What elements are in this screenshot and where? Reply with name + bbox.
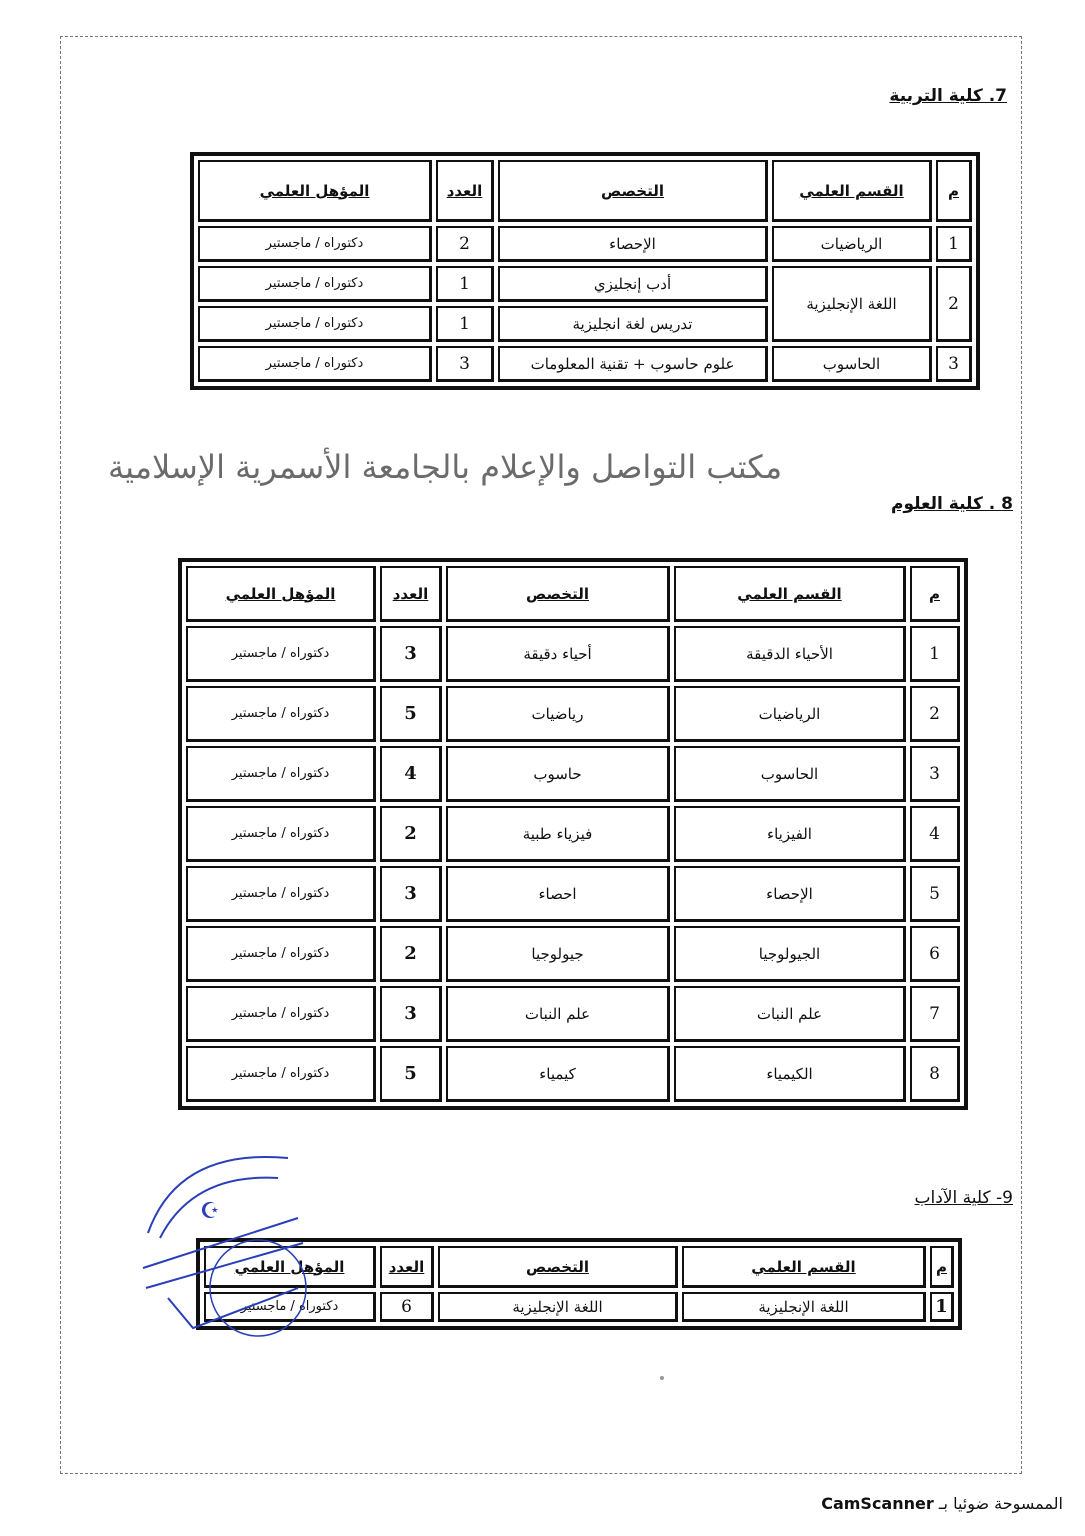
row-count: 5	[380, 1046, 442, 1102]
row-index: 2	[910, 686, 960, 742]
header-count: العدد	[380, 566, 442, 622]
table-arts	[196, 1238, 962, 1330]
row-department: الحاسوب	[772, 346, 932, 382]
row-index: 4	[910, 806, 960, 862]
row-specialization: تدريس لغة انجليزية	[498, 306, 768, 342]
header-qualification: المؤهل العلمي	[204, 1246, 376, 1288]
row-specialization: رياضيات	[446, 686, 670, 742]
header-department: القسم العلمي	[674, 566, 906, 622]
table-header-row	[198, 160, 972, 222]
table-row	[186, 626, 960, 682]
table-education	[190, 152, 980, 390]
row-index: 8	[910, 1046, 960, 1102]
header-department: القسم العلمي	[772, 160, 932, 222]
row-qualification: دكتوراه / ماجستير	[204, 1292, 376, 1322]
row-qualification: دكتوراه / ماجستير	[186, 1046, 376, 1102]
scan-speck	[660, 1376, 664, 1380]
table-row	[204, 1292, 954, 1322]
table-row	[186, 986, 960, 1042]
row-index: 1	[910, 626, 960, 682]
row-index: 3	[936, 346, 972, 382]
section-title-arts: 9- كلية الآداب	[914, 1188, 1013, 1208]
header-specialization: التخصص	[498, 160, 768, 222]
table-row	[186, 866, 960, 922]
row-qualification: دكتوراه / ماجستير	[186, 626, 376, 682]
row-index: 1	[930, 1292, 954, 1322]
section-title-science: 8 . كلية العلوم	[891, 494, 1013, 514]
watermark-text: مكتب التواصل والإعلام بالجامعة الأسمرية الإسلامية	[108, 448, 783, 486]
row-specialization: حاسوب	[446, 746, 670, 802]
header-qualification: المؤهل العلمي	[186, 566, 376, 622]
table-row	[186, 806, 960, 862]
row-department: علم النبات	[674, 986, 906, 1042]
table-science	[178, 558, 968, 1110]
header-qualification: المؤهل العلمي	[198, 160, 432, 222]
row-count: 3	[436, 346, 494, 382]
row-index: 5	[910, 866, 960, 922]
row-qualification: دكتوراه / ماجستير	[198, 226, 432, 262]
footer-prefix: الممسوحة ضوئيا بـ	[938, 1494, 1063, 1513]
header-specialization: التخصص	[446, 566, 670, 622]
row-specialization: اللغة الإنجليزية	[438, 1292, 678, 1322]
row-count: 1	[436, 266, 494, 302]
row-department: اللغة الإنجليزية	[682, 1292, 926, 1322]
row-department: اللغة الإنجليزية	[772, 266, 932, 342]
row-qualification: دكتوراه / ماجستير	[186, 746, 376, 802]
row-department: الجيولوجيا	[674, 926, 906, 982]
row-count: 2	[380, 806, 442, 862]
row-qualification: دكتوراه / ماجستير	[186, 806, 376, 862]
row-specialization: احصاء	[446, 866, 670, 922]
row-count: 4	[380, 746, 442, 802]
row-count: 6	[380, 1292, 434, 1322]
row-specialization: أحياء دقيقة	[446, 626, 670, 682]
row-department: الفيزياء	[674, 806, 906, 862]
row-qualification: دكتوراه / ماجستير	[186, 686, 376, 742]
table-row	[198, 346, 972, 382]
row-specialization: جيولوجيا	[446, 926, 670, 982]
crescent-star-icon: ☪	[200, 1199, 220, 1224]
row-count: 1	[436, 306, 494, 342]
row-qualification: دكتوراه / ماجستير	[198, 266, 432, 302]
section-title-education: 7. كلية التربية	[889, 86, 1007, 106]
header-index: م	[910, 566, 960, 622]
table-header-row	[186, 566, 960, 622]
footer-brand: CamScanner	[821, 1494, 934, 1513]
table-row	[186, 1046, 960, 1102]
row-qualification: دكتوراه / ماجستير	[186, 866, 376, 922]
row-count: 2	[436, 226, 494, 262]
row-index: 2	[936, 266, 972, 342]
row-count: 2	[380, 926, 442, 982]
row-specialization: فيزياء طبية	[446, 806, 670, 862]
row-index: 1	[936, 226, 972, 262]
table-row	[186, 926, 960, 982]
scanner-footer	[821, 1494, 1063, 1513]
row-specialization: الإحصاء	[498, 226, 768, 262]
header-department: القسم العلمي	[682, 1246, 926, 1288]
table-row	[198, 266, 972, 302]
row-specialization: علم النبات	[446, 986, 670, 1042]
row-department: الرياضيات	[674, 686, 906, 742]
table-row	[186, 746, 960, 802]
table-header-row	[204, 1246, 954, 1288]
table-row	[198, 226, 972, 262]
header-index: م	[930, 1246, 954, 1288]
row-qualification: دكتوراه / ماجستير	[198, 346, 432, 382]
row-department: الحاسوب	[674, 746, 906, 802]
row-department: الإحصاء	[674, 866, 906, 922]
row-specialization: علوم حاسوب + تقنية المعلومات	[498, 346, 768, 382]
row-index: 6	[910, 926, 960, 982]
table-row	[186, 686, 960, 742]
row-count: 3	[380, 626, 442, 682]
row-department: الأحياء الدقيقة	[674, 626, 906, 682]
row-count: 3	[380, 986, 442, 1042]
row-count: 5	[380, 686, 442, 742]
row-department: الرياضيات	[772, 226, 932, 262]
row-count: 3	[380, 866, 442, 922]
row-qualification: دكتوراه / ماجستير	[198, 306, 432, 342]
row-qualification: دكتوراه / ماجستير	[186, 926, 376, 982]
header-count: العدد	[436, 160, 494, 222]
header-index: م	[936, 160, 972, 222]
row-specialization: أدب إنجليزي	[498, 266, 768, 302]
header-specialization: التخصص	[438, 1246, 678, 1288]
row-index: 3	[910, 746, 960, 802]
header-count: العدد	[380, 1246, 434, 1288]
row-department: الكيمياء	[674, 1046, 906, 1102]
row-index: 7	[910, 986, 960, 1042]
row-qualification: دكتوراه / ماجستير	[186, 986, 376, 1042]
row-specialization: كيمياء	[446, 1046, 670, 1102]
